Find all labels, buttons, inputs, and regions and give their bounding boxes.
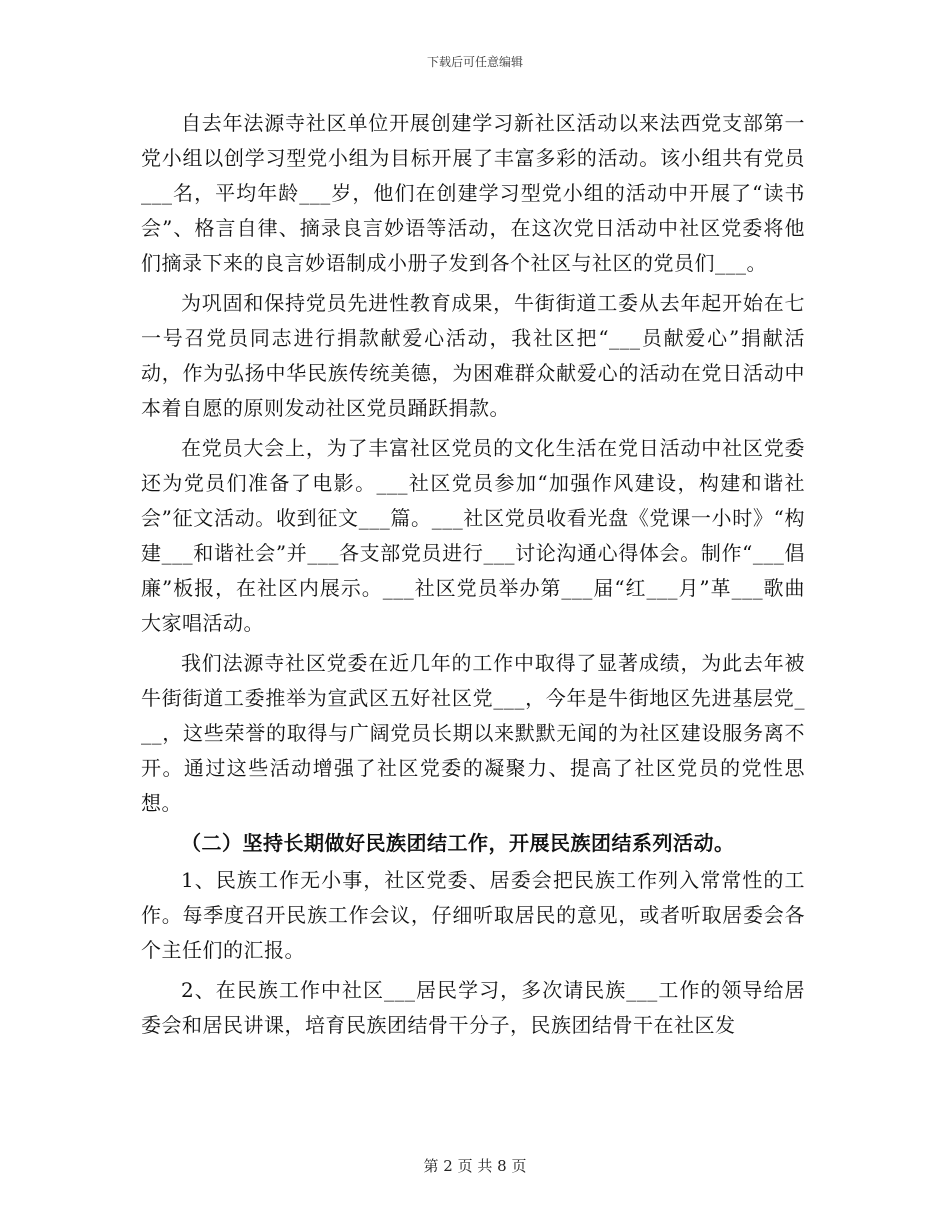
section-heading: （二）坚持长期做好民族团结工作，开展民族团结系列活动。	[181, 831, 735, 855]
body-paragraph: 我们法源寺社区党委在近几年的工作中取得了显著成绩，为此去年被牛街街道工委推举为宣武区五好社区党___，今年是牛街地区先进基层党___，这些荣誉的取得与广阔党员长期以来默默无闻的为社区建设服务离不开。通过这些活动增强了社区党委的凝聚力、提高了社区党员的党性思想。	[141, 651, 805, 815]
body-paragraph: 在党员大会上，为了丰富社区党员的文化生活在党日活动中社区党委还为党员们准备了电影。___社区党员参加“加强作风建设，构建和谐社会”征文活动。收到征文___篇。___社区党员收看光盘《党课一小时》“构建___和谐社会”并___各支部党员进行___讨论沟通心得体会。制作“___倡廉”板报，在社区内展示。___社区党员举办第___届“红___月”革___歌曲大家唱活动。	[141, 436, 805, 635]
section-paragraph: 2、在民族工作中社区___居民学习，多次请民族___工作的领导给居委会和居民讲课，培育民族团结骨干分子，民族团结骨干在社区发	[141, 978, 805, 1037]
section-paragraph: 1、民族工作无小事，社区党委、居委会把民族工作列入常常性的工作。每季度召开民族工作会议，仔细听取居民的意见，或者听取居委会各个主任们的汇报。	[141, 868, 805, 962]
body-paragraph: 自去年法源寺社区单位开展创建学习新社区活动以来法西党支部第一党小组以创学习型党小组为目标开展了丰富多彩的活动。该小组共有党员___名，平均年龄___岁，他们在创建学习型党小组的活动中开展了“读书会”、格言自律、摘录良言妙语等活动，在这次党日活动中社区党委将他们摘录下来的良言妙语制成小册子发到各个社区与社区的党员们___。	[141, 111, 805, 275]
body-paragraph: 为巩固和保持党员先进性教育成果，牛街街道工委从去年起开始在七一号召党员同志进行捐款献爱心活动，我社区把“___员献爱心”捐献活动，作为弘扬中华民族传统美德，为困难群众献爱心的活动在党日活动中本着自愿的原则发动社区党员踊跃捐款。	[141, 291, 805, 420]
page-number: 第 2 页 共 8 页	[423, 1157, 527, 1175]
document-body	[141, 106, 805, 1043]
page-header: 下载后可任意编辑	[426, 55, 523, 69]
